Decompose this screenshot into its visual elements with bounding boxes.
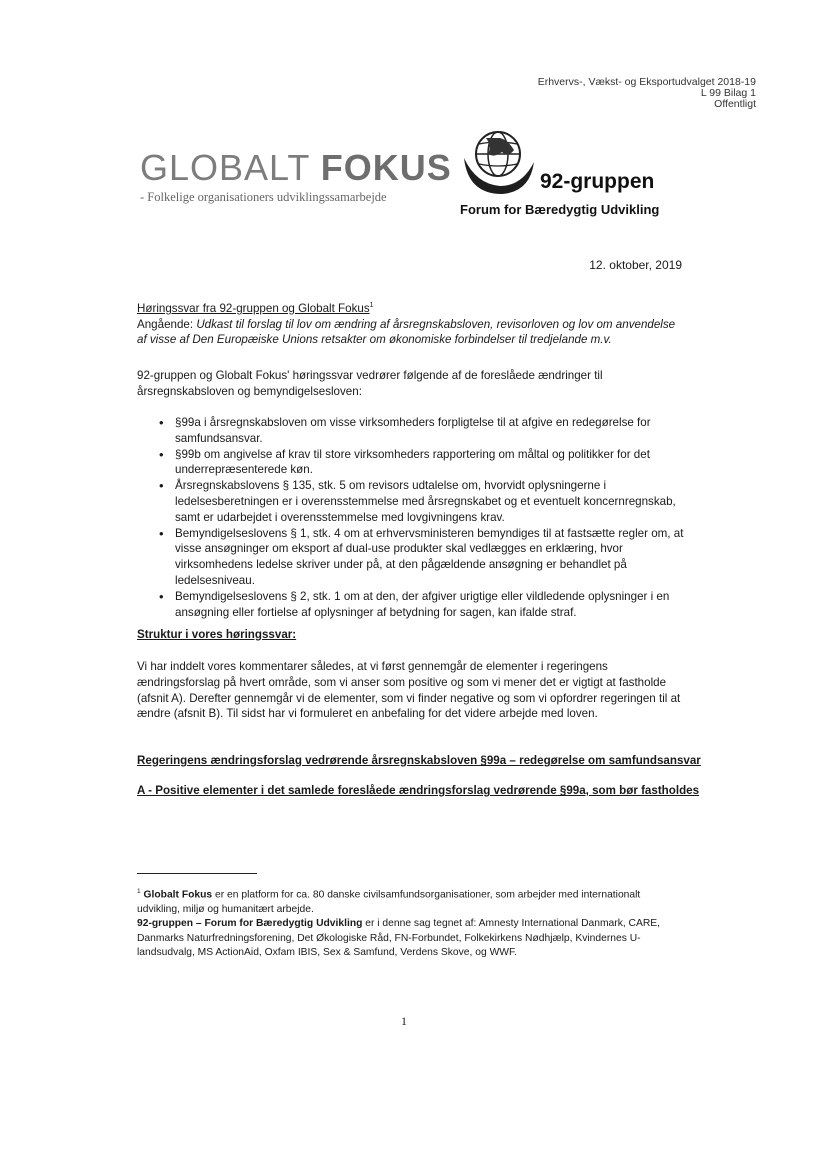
footnote-gf-text: er en platform for ca. 80 danske civilsamfundsorganisationer, som arbejder med internationalt udvikling, miljø og humanitært arbejde.: [137, 889, 641, 915]
document-title: [137, 298, 685, 317]
struktur-heading-text: Struktur i vores høringssvar:: [137, 628, 297, 641]
status-label: Offentligt: [714, 98, 756, 110]
globalt-fokus-tagline: - Folkelige organisationers udviklingssamarbejde: [140, 190, 387, 204]
title-block: [137, 298, 685, 348]
globe-icon: [458, 128, 538, 205]
footnote-reference: 1: [369, 302, 374, 309]
footnote-divider: [137, 873, 257, 874]
bullet-list: [137, 415, 685, 620]
footnote-92-gruppen: [137, 917, 685, 961]
section-heading-positive: A - Positive elementer i det samlede foreslåede ændringsforslag vedrørende §99a, som bør fastholdes: [137, 784, 700, 797]
list-item: • Årsregnskabslovens § 135, stk. 5 om revisors udtalelse om, hvorvidt oplysningerne i ledelsesberetningen er i overensstemmelse med årsregnskabet og et eventuelt koncernregnskab, samt er udarbejdet i overensstemmelse med lovgivningens krav.: [137, 478, 685, 525]
92-gruppen-title: 92-gruppen: [540, 170, 655, 193]
footnote-globalt-fokus: [137, 885, 685, 917]
footnote-gr-name: 92-gruppen – Forum for Bæredygtig Udvikling: [137, 918, 363, 930]
logo-word-fokus: FOKUS: [320, 147, 452, 188]
list-item: • §99a i årsregnskabsloven om visse virksomheders forpligtelse til at afgive en redegørelse for samfundsansvar.: [137, 415, 685, 447]
section-heading-99a: Regeringens ændringsforslag vedrørende årsregnskabsloven §99a – redegørelse om samfundsansvar: [137, 754, 701, 767]
subject-text: Udkast til forslag til lov om ændring af årsregnskabsloven, revisorloven og lov om anvendelse af visse af Den Europæiske Unions retsakter om økonomiske forbindelser til tredjelande m.v.: [137, 317, 676, 347]
document-date: 12. oktober, 2019: [589, 258, 682, 272]
list-item: • Bemyndigelseslovens § 1, stk. 4 om at erhvervsministeren bemyndiges til at fastsætte regler om, at visse ansøgninger om eksport af dual-use produkter skal vedlægges en erklæring, hvor virksomhedens ledelse skriver under på, at den pågældende ansøgning er behandlet på ledelsesniveau.: [137, 526, 685, 589]
struktur-heading: [137, 627, 685, 643]
globalt-fokus-logo: [140, 148, 452, 205]
page-number: 1: [401, 1014, 407, 1028]
globalt-fokus-wordmark: [140, 148, 452, 188]
logo-word-globalt: GLOBALT: [140, 147, 321, 188]
footnote-gr-text: er i denne sag tegnet af: Amnesty International Danmark, CARE, Danmarks Naturfredningsforening, Det Økologiske Råd, FN-Forbundet, Folkekirkens Nødhjælp, Kvindernes U-landsudvalg, MS ActionAid, Oxfam IBIS, Sex & Samfund, Verdens Skove, og WWF.: [137, 918, 661, 959]
footnote: [137, 885, 685, 961]
footnote-mark: 1: [137, 888, 141, 895]
committee-label: Erhvervs-, Vækst- og Eksportudvalget 2018-19: [537, 76, 756, 88]
document-header: [538, 77, 756, 110]
title-text: Høringssvar fra 92-gruppen og Globalt Fokus: [137, 301, 370, 315]
list-item: • §99b om angivelse af krav til store virksomheders rapportering om måltal og politikker for det underrepræsenterede køn.: [137, 447, 685, 479]
reference-label: L 99 Bilag 1: [700, 87, 756, 99]
footnote-gf-name: Globalt Fokus: [143, 889, 213, 901]
subject-line: [137, 317, 685, 349]
92-gruppen-subtitle: Forum for Bæredygtig Udvikling: [460, 202, 660, 217]
struktur-paragraph: Vi har inddelt vores kommentarer således, at vi først gennemgår de elementer i regeringens ændringsforslag på hvert område, som vi anser som positive og som vi mener det er vigtigt at fastholde (afsnit A). Derefter gennemgår vi de elementer, som vi finder negative og som vi opfordrer regeringen til at ændre (afsnit B). Til sidst har vi formuleret en anbefaling for det videre arbejde med loven.: [137, 660, 681, 721]
list-item: • Bemyndigelseslovens § 2, stk. 1 om at den, der afgiver urigtige eller vildledende oplysninger i en ansøgning eller fortielse af oplysninger af betydning for sagen, kan ifalde straf.: [137, 589, 685, 621]
subject-label: Angående:: [137, 317, 197, 331]
intro-paragraph: 92-gruppen og Globalt Fokus' høringssvar vedrører følgende af de foreslåede ændringer til årsregnskabsloven og bemyndigelsesloven:: [137, 369, 603, 398]
